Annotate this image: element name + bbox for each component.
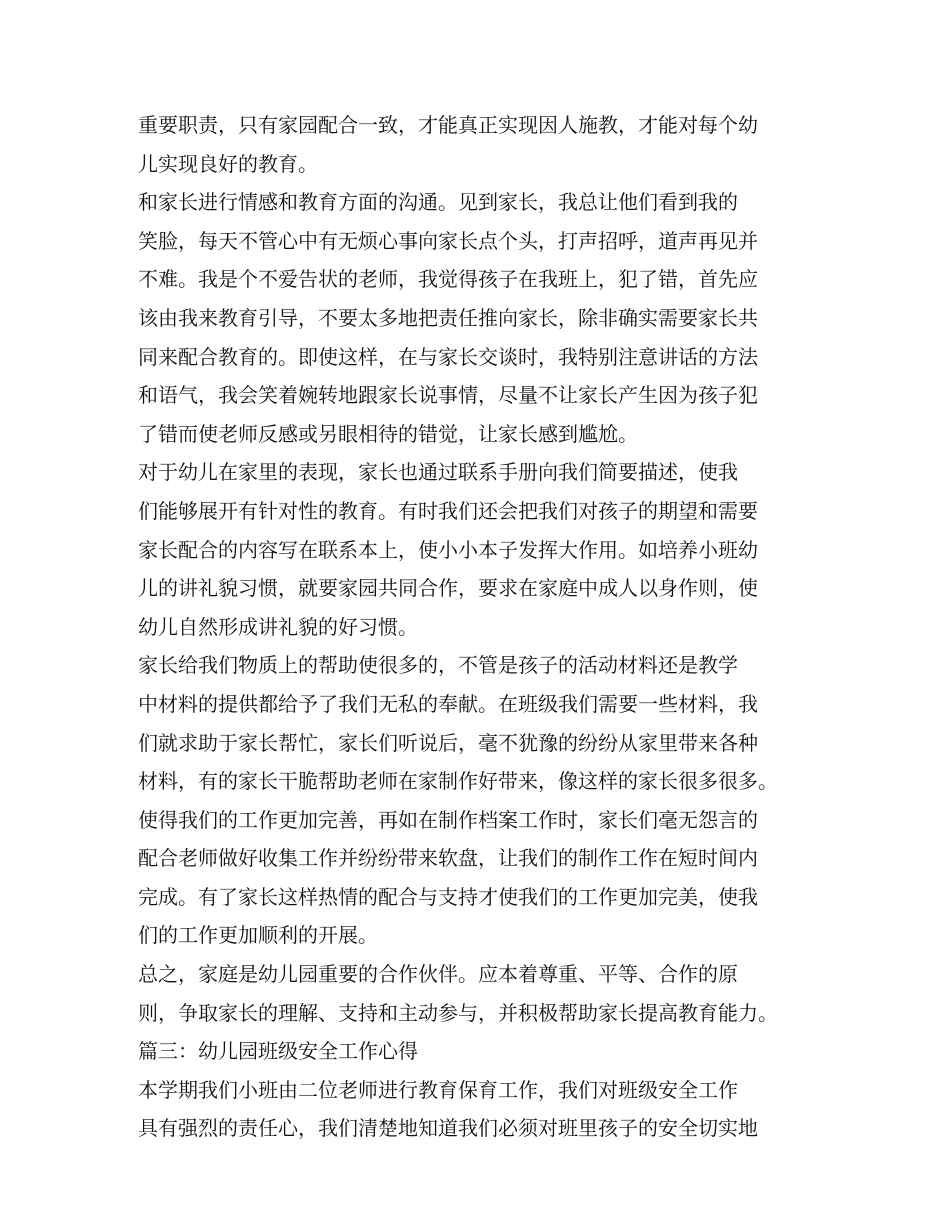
document-body [138, 106, 828, 1148]
text-line: 使得我们的工作更加完善，再如在制作档案工作时，家长们毫无怨言的 [138, 807, 758, 832]
text-line: 幼儿自然形成讲礼貌的好习惯。 [138, 614, 418, 639]
text-line: 了错而使老师反感或另眼相待的错觉，让家长感到尴尬。 [138, 421, 638, 446]
text-line: 该由我来教育引导，不要太多地把责任推向家长，除非确实需要家长共 [138, 305, 758, 330]
text-line: 和家长进行情感和教育方面的沟通。见到家长，我总让他们看到我的 [138, 190, 738, 215]
text-line: 中材料的提供都给予了我们无私的奉献。在班级我们需要一些材料，我 [138, 691, 758, 716]
text-line: 家长配合的内容写在联系本上，使小小本子发挥大作用。如培养小班幼 [138, 537, 758, 562]
text-line: 家长给我们物质上的帮助使很多的，不管是孩子的活动材料还是教学 [138, 653, 738, 678]
text-line: 们就求助于家长帮忙，家长们听说后，毫不犹豫的纷纷从家里带来各种 [138, 730, 758, 755]
text-line: 则，争取家长的理解、支持和主动参与，并积极帮助家长提高教育能力。 [138, 1000, 778, 1025]
text-line: 儿实现良好的教育。 [138, 151, 318, 176]
text-line: 重要职责，只有家园配合一致，才能真正实现因人施教，才能对每个幼 [138, 113, 758, 137]
text-line: 和语气，我会笑着婉转地跟家长说事情，尽量不让家长产生因为孩子犯 [138, 383, 758, 408]
text-line: 完成。有了家长这样热情的配合与支持才使我们的工作更加完美，使我 [138, 884, 758, 909]
section-heading: 篇三：幼儿园班级安全工作心得 [138, 1039, 418, 1064]
text-line: 具有强烈的责任心，我们清楚地知道我们必须对班里孩子的安全切实地 [138, 1116, 758, 1141]
text-line: 材料，有的家长干脆帮助老师在家制作好带来，像这样的家长很多很多。 [138, 769, 778, 794]
text-line: 儿的讲礼貌习惯，就要家园共同合作，要求在家庭中成人以身作则，使 [138, 576, 758, 601]
text-line: 笑脸，每天不管心中有无烦心事向家长点个头，打声招呼，道声再见并 [138, 228, 758, 253]
text-line: 配合老师做好收集工作并纷纷带来软盘，让我们的制作工作在短时间内 [138, 846, 758, 871]
text-line: 同来配合教育的。即使这样，在与家长交谈时，我特别注意讲话的方法 [138, 344, 758, 369]
text-line: 们能够展开有针对性的教育。有时我们还会把我们对孩子的期望和需要 [138, 498, 758, 523]
text-line: 们的工作更加顺利的开展。 [138, 923, 378, 948]
text-line: 不难。我是个不爱告状的老师，我觉得孩子在我班上，犯了错，首先应 [138, 267, 758, 292]
text-line: 对于幼儿在家里的表现，家长也通过联系手册向我们简要描述，使我 [138, 460, 738, 485]
text-line: 本学期我们小班由二位老师进行教育保育工作，我们对班级安全工作 [138, 1077, 738, 1102]
text-line: 总之，家庭是幼儿园重要的合作伙伴。应本着尊重、平等、合作的原 [138, 962, 738, 987]
